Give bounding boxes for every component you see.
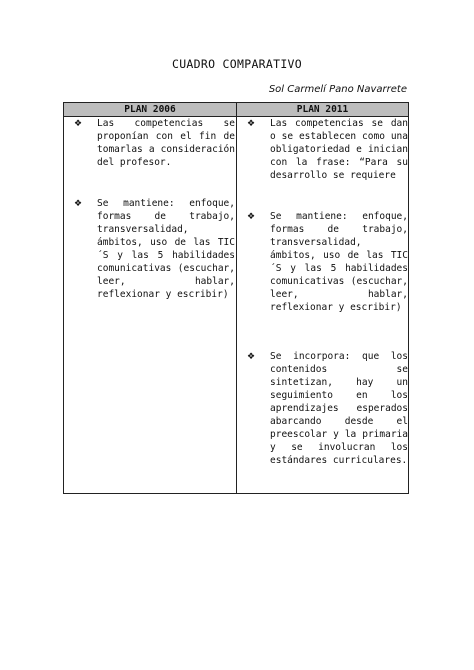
plan-2011-item-text: Se incorpora: que los contenidos se sintetizan, hay un seguimiento en los aprendizajes esperados abarcando desde el preescolar y la primaria y se involucran los estándares curriculares. xyxy=(270,351,408,466)
plan-2011-item-text: Se mantiene: enfoque, formas de trabajo, transversalidad, ámbitos, uso de las TIC ´S y las 5 habilidades comunicativas (escuchar, leer, hablar, reflexionar y escribir) xyxy=(270,211,408,313)
diamond-bullet-icon: ❖ xyxy=(74,119,83,129)
header-plan-2006: PLAN 2006 xyxy=(124,104,176,115)
diamond-bullet-icon: ❖ xyxy=(247,212,256,222)
comparison-table xyxy=(63,102,409,494)
diamond-bullet-icon: ❖ xyxy=(247,119,256,129)
plan-2011-item-text: Las competencias se dan o se establecen como una obligatoriedad e inician con la frase: “Para su desarrollo se requiere xyxy=(270,118,408,181)
diamond-bullet-icon: ❖ xyxy=(247,352,256,362)
header-plan-2011: PLAN 2011 xyxy=(296,104,349,115)
document-title: CUADRO COMPARATIVO xyxy=(171,57,303,71)
author-name: Sol Carmelí Pano Navarrete xyxy=(268,84,407,95)
plan-2006-item-text: Las competencias se proponían con el fin de tomarlas a consideración del profesor. xyxy=(97,118,235,168)
diamond-bullet-icon: ❖ xyxy=(74,199,83,209)
plan-2006-item-text: Se mantiene: enfoque, formas de trabajo, transversalidad, ámbitos, uso de las TIC ´S y las 5 habilidades comunicativas (escuchar, leer, hablar, reflexionar y escribir) xyxy=(97,198,235,300)
column-divider xyxy=(236,103,237,493)
